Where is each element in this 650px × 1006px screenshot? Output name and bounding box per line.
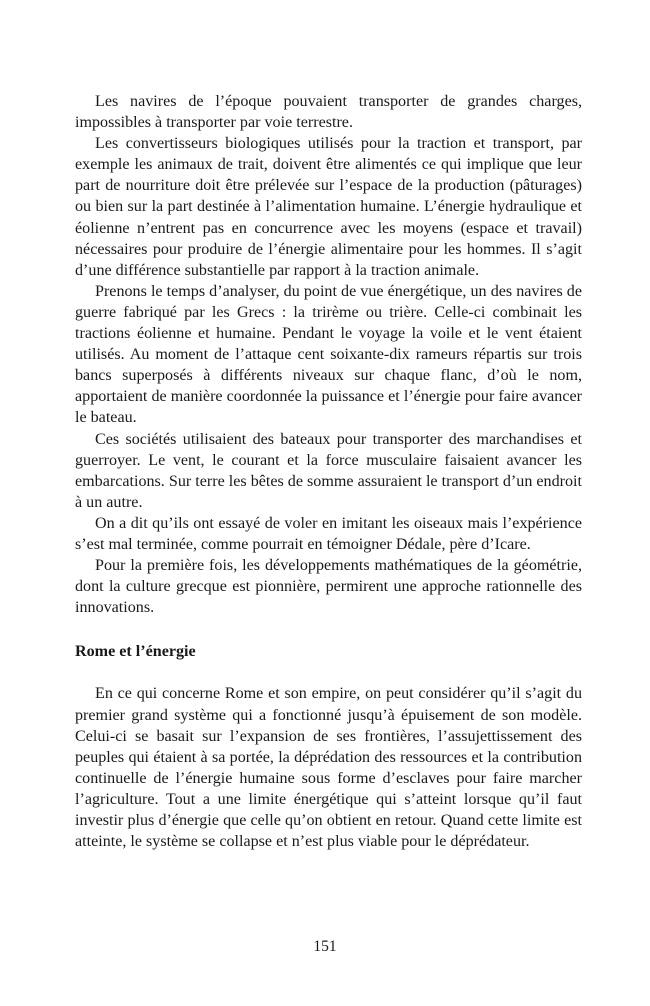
paragraph-ships: Les navires de l’époque pouvaient transporter de grandes charges, impossibles à transporter par voie terrestre. [75, 93, 582, 132]
paragraph-flight-daedalus: On a dit qu’ils ont essayé de voler en imitant les oiseaux mais l’expérience s’est mal terminée, comme pourrait en témoigner Dédale, père d’Icare. [75, 514, 582, 553]
paragraph-trireme: Prenons le temps d’analyser, du point de vue énergétique, un des navires de guerre fabriqué par les Grecs : la trirème ou trière. Celle-ci combinait les tractions éolienne et humaine. Pendant le voyage la voile et le vent étaient utilisés. Au moment de l’attaque cent soixante-dix rameurs répartis sur trois bancs superposés à différents niveaux sur chaque flanc, d’où le nom, apportaient de manière coordonnée la puissance et l’énergie pour faire avancer le bateau. [75, 282, 582, 427]
section-heading: Rome et l’énergie [75, 643, 196, 661]
section-body [75, 683, 582, 852]
paragraph-boats-transport: Ces sociétés utilisaient des bateaux pour transporter des marchandises et guerroyer. Le vent, le courant et la force musculaire faisaient avancer les embarcations. Sur terre les bêtes de somme assuraient le transport d’un endroit à un autre. [75, 430, 582, 511]
page-number: 151 [313, 938, 337, 955]
paragraph-geometry: Pour la première fois, les développements mathématiques de la géométrie, dont la culture grecque est pionnière, permirent une approche rationnelle des innovations. [75, 557, 582, 617]
page-body [75, 91, 582, 852]
paragraph-biological-converters: Les convertisseurs biologiques utilisés pour la traction et transport, par exemple les animaux de trait, doivent être alimentés ce qui implique que leur part de nourriture doit être prélevée sur l’espace de la production (pâturages) ou bien sur la part destinée à l’alimentation humaine. L’énergie hydraulique et éolienne n’entrent pas en concurrence avec les moyens (espace et travail) nécessaires pour produire de l’énergie alimentaire pour les hommes. Il s’agit d’une différence substantielle par rapport à la traction animale. [75, 135, 582, 279]
paragraph-rome-empire: En ce qui concerne Rome et son empire, on peut considérer qu’il s’agit du premier grand système qui a fonctionné jusqu’à épuisement de son modèle. Celui-ci se basait sur l’expansion de ses frontières, l’assujettissement des peuples qui étaient à sa portée, la déprédation des ressources et la contribution continuelle de l’énergie humaine sous forme d’esclaves pour faire marcher l’agriculture. Tout a une limite énergétique qui s’atteint lorsque qu’il faut investir plus d’énergie que celle qu’on obtient en retour. Quand cette limite est atteinte, le système se collapse et n’est plus viable pour le déprédateur. [75, 685, 582, 851]
